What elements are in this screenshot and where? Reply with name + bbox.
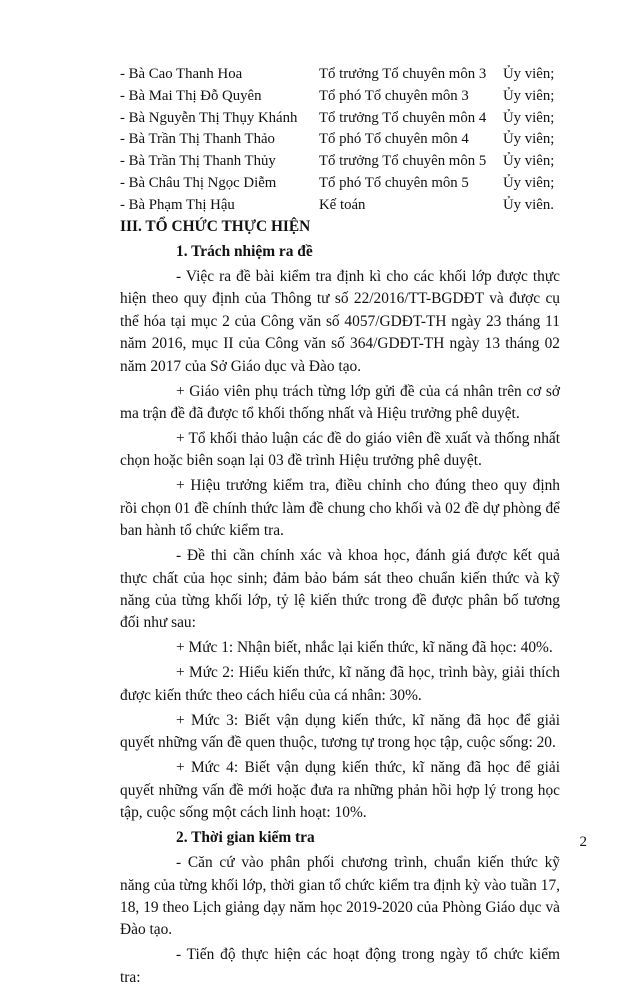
member-name: - Bà Trần Thị Thanh Thảo [120, 131, 275, 148]
member-name: - Bà Cao Thanh Hoa [120, 66, 243, 82]
member-name: - Bà Châu Thị Ngọc Diễm [120, 174, 277, 191]
member-role: Kế toán [319, 196, 366, 213]
paragraph: + Hiệu trưởng kiểm tra, điều chỉnh cho đúng theo quy định rồi chọn 01 đề chính thức làm đề chung cho khối và 02 đề dự phòng để ban hành tổ chức kiểm tra. [120, 477, 560, 540]
paragraph: + Mức 2: Hiểu kiến thức, kĩ năng đã học, trình bày, giải thích được kiến thức theo cách hiểu của cá nhân: 30%. [120, 664, 560, 704]
member-row [120, 64, 560, 86]
member-role: Tổ phó Tổ chuyên môn 5 [319, 174, 469, 191]
subsection-heading: 2. Thời gian kiểm tra [176, 829, 315, 847]
page-number: 2 [579, 834, 587, 850]
member-role: Tổ trưởng Tổ chuyên môn 5 [319, 153, 487, 170]
committee-member-list [120, 64, 560, 217]
member-title: Ủy viên. [503, 196, 554, 213]
paragraph: - Tiến độ thực hiện các hoạt động trong ngày tổ chức kiểm tra: [120, 946, 560, 986]
member-title: Ủy viên; [503, 174, 555, 191]
member-title: Ủy viên; [503, 153, 555, 170]
member-row [120, 108, 560, 130]
paragraph: + Mức 1: Nhận biết, nhắc lại kiến thức, kĩ năng đã học: 40%. [176, 639, 553, 657]
member-role: Tổ phó Tổ chuyên môn 4 [319, 131, 469, 148]
paragraph: + Tổ khối thảo luận các đề do giáo viên đề xuất và thống nhất chọn hoặc biên soạn lại 03 đề trình Hiệu trưởng phê duyệt. [120, 430, 560, 470]
member-title: Ủy viên; [503, 87, 555, 104]
member-name: - Bà Phạm Thị Hậu [120, 196, 235, 213]
member-row [120, 195, 560, 217]
member-row [120, 173, 560, 195]
document-body [120, 216, 560, 992]
member-name: - Bà Trần Thị Thanh Thủy [120, 153, 276, 170]
member-row [120, 151, 560, 173]
member-title: Ủy viên; [503, 66, 555, 82]
member-role: Tổ trưởng Tổ chuyên môn 3 [319, 66, 487, 82]
subsection-heading: 1. Trách nhiệm ra đề [176, 243, 313, 260]
member-name: - Bà Nguyễn Thị Thụy Khánh [120, 109, 298, 126]
section-heading: III. TỔ CHỨC THỰC HIỆN [120, 218, 311, 235]
member-title: Ủy viên; [503, 109, 555, 126]
member-row [120, 129, 560, 151]
paragraph: - Đề thi cần chính xác và khoa học, đánh giá được kết quả thực chất của học sinh; đảm bảo bám sát theo chuẩn kiến thức và kỹ năng của từng khối lớp, tỷ lệ kiến thức trong đề được phân bố tương đối như sau: [120, 547, 560, 632]
paragraph: + Mức 4: Biết vận dụng kiến thức, kĩ năng đã học để giải quyết những vấn đề mới hoặc đưa ra những phản hồi hợp lý trong học tập, cuộc sống một cách linh hoạt: 10%. [120, 759, 560, 822]
paragraph: + Giáo viên phụ trách từng lớp gửi đề của cá nhân trên cơ sở ma trận đề đã được tổ khối thống nhất và Hiệu trưởng phê duyệt. [120, 382, 560, 423]
member-row [120, 86, 560, 108]
paragraph: - Việc ra đề bài kiểm tra định kì cho các khối lớp được thực hiện theo quy định của Thông tư số 22/2016/TT-BGDĐT và được cụ thể hóa tại mục 2 của Công văn số 4057/GDĐT-TH ngày 23 tháng 11 năm 2016, mục II của Công văn số 364/GDĐT-TH ngày 13 tháng 02 năm 2017 của Sở Giáo dục và Đào tạo. [120, 268, 560, 375]
member-title: Ủy viên; [503, 131, 555, 148]
member-role: Tổ trưởng Tổ chuyên môn 4 [319, 109, 487, 126]
member-role: Tổ phó Tổ chuyên môn 3 [319, 87, 469, 104]
paragraph: + Mức 3: Biết vận dụng kiến thức, kĩ năng đã học để giải quyết những vấn đề quen thuộc, tương tự trong học tập, cuộc sống: 20. [120, 711, 560, 752]
paragraph: - Căn cứ vào phân phối chương trình, chuẩn kiến thức kỹ năng của từng khối lớp, thời gian tổ chức kiểm tra định kỳ vào tuần 17, 18, 19 theo Lịch giảng dạy năm học 2019-2020 của Phòng Giáo dục và Đào tạo. [120, 854, 560, 939]
member-name: - Bà Mai Thị Đỗ Quyên [120, 87, 262, 104]
